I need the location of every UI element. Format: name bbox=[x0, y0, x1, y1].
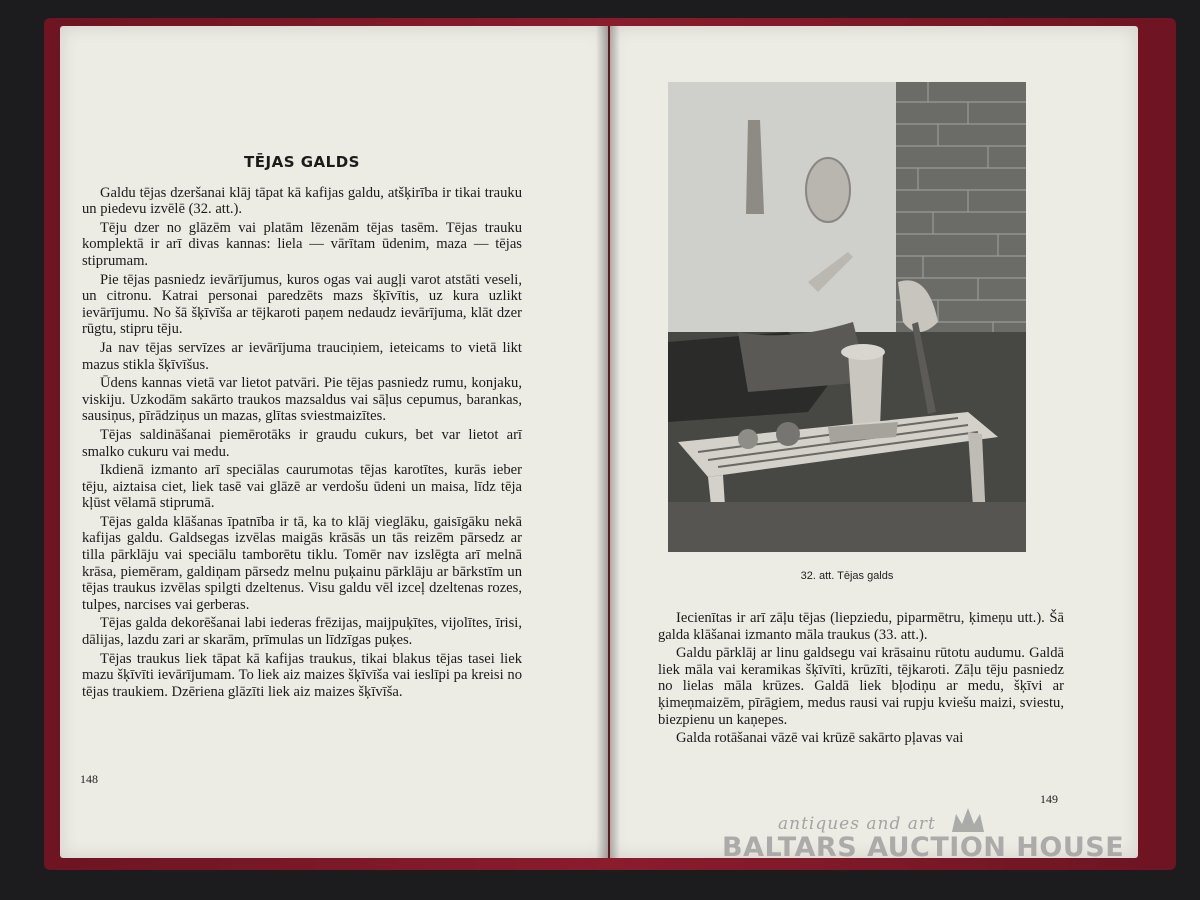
tea-table-photo bbox=[668, 82, 1026, 552]
paragraph: Galda rotāšanai vāzē vai krūzē sakārto pļavas vai bbox=[676, 730, 964, 747]
right-page-content bbox=[610, 26, 1138, 858]
paragraph: Galdu pārklāj ar linu galdsegu vai krāsainu rūtotu audumu. Galdā liek māla vai keramikas šķīvīti, krūzīti, tējkaroti. Zāļu tēju pasniedz no lielas māla krūzes. Galdā liek bļodiņu ar medu, šķīvi ar ķimeņmaizēm, pīrāgiem, medus rausi vai rupju kviešu maizi, sviestu, biezpienu un kaņepes. bbox=[658, 645, 1064, 728]
paragraph: Tēju dzer no glāzēm vai platām lēzenām tējas tasēm. Tējas trauku komplektā ir arī divas kannas: liela — vārītam ūdenim, maza — tējas stiprumam. bbox=[82, 219, 522, 269]
paragraph: Iecienītas ir arī zāļu tējas (liepziedu, piparmētru, ķimeņu utt.). Šā galda klāšanai izmanto māla traukus (33. att.). bbox=[658, 610, 1064, 643]
paragraph: Pie tējas pasniedz ievārījumus, kuros ogas vai augļi varot atstāti veseli, un citronu. Katrai personai paredzēts mazs šķīvītis, uz kura uzlikt ievārījumu. No šā šķīvīša ar tējkaroti paņem nedaudz ievārījuma, klāt dzer rūgtu, stipru tēju. bbox=[82, 271, 522, 338]
paragraph: Tējas traukus liek tāpat kā kafijas traukus, tikai blakus tējas tasei liek mazu šķīvīti ievārījumam. To liek aiz maizes šķīvīša vai ieslīpi pa kreisi no tējas traukiem. Dzēriena glāzīti liek aiz maizes šķīvīša. bbox=[82, 650, 522, 700]
figure-caption: 32. att. Tējas galds bbox=[800, 570, 894, 582]
paragraph: Ūdens kannas vietā var lietot patvāri. Pie tējas pasniedz rumu, konjaku, viskiju. Uzkodām sakārto traukos mazsaldus vai sāļus cepumus, barankas, sausiņus, pīrādziņus un mazas, glītas sviestmaizītes. bbox=[82, 375, 522, 425]
paragraph: Tējas saldināšanai piemērotāks ir graudu cukurs, bet var lietot arī smalko cukuru vai medu. bbox=[82, 426, 522, 460]
right-page-text bbox=[658, 610, 1064, 749]
paragraph: Tējas galda dekorēšanai labi iederas frēzijas, maijpuķītes, vijolītes, īrisi, dālijas, lazdu zari ar skarām, prīmulas un līdzīgas puķes. bbox=[82, 615, 522, 649]
auction-watermark bbox=[720, 812, 1125, 872]
left-page-number: 148 bbox=[80, 772, 98, 786]
watermark-title: BALTARS AUCTION HOUSE bbox=[722, 832, 1125, 863]
right-page-number: 149 bbox=[1040, 792, 1058, 806]
paragraph: Ikdienā izmanto arī speciālas caurumotas tējas karotītes, kurās ieber tēju, aiztaisa ciet, liek tasē vai glāzē ar verdošu ūdeni un maisa, līdz tēja kļūst vēlamā stiprumā. bbox=[82, 462, 522, 512]
tea-table-illustration bbox=[668, 82, 1026, 552]
watermark-subtitle: antiques and art bbox=[778, 814, 936, 834]
paragraph: Galdu tējas dzeršanai klāj tāpat kā kafijas galdu, atšķirība ir tikai trauku un piedevu izvēlē (32. att.). bbox=[82, 184, 522, 218]
paragraph: Ja nav tējas servīzes ar ievārījuma trauciņiem, ieteicams to vietā likt mazus stikla šķīvīšus. bbox=[82, 339, 522, 373]
chapter-heading: TĒJAS GALDS bbox=[244, 153, 360, 171]
paragraph: Tējas galda klāšanas īpatnība ir tā, ka to klāj vieglāku, gaisīgāku nekā kafijas galdu. Galdsegas izvēlas maigās krāsās un tās reizēm pārsedz ar tilla pārklāju vai speciālu tamborētu tiklu. Tomēr nav izslēgta arī melnā krāsa, piemēram, galdiņam pārsedz melnu puķainu pārklāju ar bārkstīm un tējas traukus izvēlas spilgti dzeltenus. Visu galdu vēl izceļ dzeltenas rozes, tulpes, narcises vai gerberas. bbox=[82, 513, 522, 613]
left-page-text bbox=[82, 154, 522, 702]
